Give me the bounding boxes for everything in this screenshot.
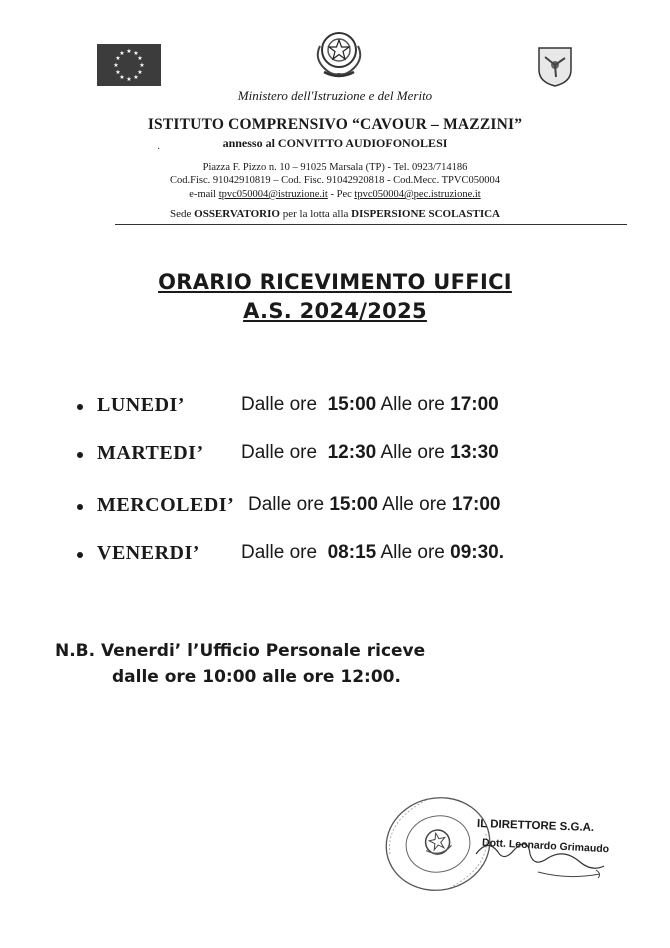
- signature-role: IL DIRETTORE S.G.A.: [476, 817, 595, 835]
- contact-line: [0, 188, 670, 201]
- time-suffix: .: [498, 542, 505, 563]
- time-range: [241, 394, 499, 416]
- ministry-name: Ministero dell'Istruzione e del Merito: [237, 88, 433, 103]
- day-label: LUNEDI’: [97, 394, 185, 416]
- address-line: Piazza F. Pizzo n. 10 – 91025 Marsala (TP) - Tel. 0923/714186: [202, 162, 468, 173]
- to-label: Alle ore: [380, 442, 445, 463]
- svg-text:★: ★: [137, 55, 143, 62]
- day-label: VENERDI’: [97, 542, 200, 564]
- sede-middle: per la lotta alla: [282, 208, 349, 220]
- svg-text:★: ★: [139, 62, 145, 69]
- from-label: Dalle ore: [241, 394, 318, 415]
- svg-text:★: ★: [119, 50, 125, 57]
- signature-name: Dott. Leonardo Grimaudo: [481, 836, 610, 856]
- from-time: 12:30: [327, 442, 377, 463]
- to-time: 17:00: [450, 394, 499, 415]
- to-label: Alle ore: [380, 394, 445, 415]
- sede-prefix: Sede: [170, 208, 192, 220]
- pec-link[interactable]: tpvc050004@pec.istruzione.it: [354, 189, 481, 200]
- from-label: Dalle ore: [241, 542, 318, 563]
- page-title: ORARIO RICEVIMENTO UFFICI: [158, 270, 512, 294]
- bullet-icon: [77, 404, 83, 410]
- note-line-1: N.B. Venerdi’ l’Ufficio Personale riceve: [55, 641, 426, 661]
- svg-text:★: ★: [126, 48, 132, 55]
- school-name: ISTITUTO COMPRENSIVO “CAVOUR – MAZZINI”: [147, 116, 523, 133]
- schedule-row-wednesday: [0, 492, 670, 522]
- sicily-region-emblem-icon: [535, 44, 575, 88]
- svg-text:★: ★: [115, 69, 121, 76]
- svg-text:★: ★: [115, 55, 121, 62]
- from-label: Dalle ore: [248, 494, 325, 515]
- schedule-row-tuesday: [0, 440, 670, 470]
- email-link[interactable]: tpvc050004@istruzione.it: [218, 189, 328, 200]
- to-time: 13:30: [450, 442, 499, 463]
- from-time: 08:15: [327, 542, 377, 563]
- time-range: [248, 494, 500, 516]
- pec-label: - Pec: [330, 189, 352, 200]
- svg-text:★: ★: [133, 50, 139, 57]
- to-time: 17:00: [451, 494, 501, 515]
- schedule-row-friday: [0, 540, 670, 570]
- from-time: 15:00: [327, 394, 377, 415]
- time-range: [241, 542, 504, 564]
- sede-osservatorio: OSSERVATORIO: [194, 208, 280, 220]
- bullet-icon: [77, 552, 83, 558]
- svg-text:★: ★: [126, 76, 132, 83]
- bullet-icon: [77, 504, 83, 510]
- to-time: 09:30: [450, 542, 499, 563]
- day-label: MERCOLEDI’: [97, 494, 235, 516]
- to-label: Alle ore: [382, 494, 447, 515]
- time-range: [241, 442, 499, 464]
- italian-republic-emblem-icon: [310, 22, 368, 84]
- codes-line: Cod.Fisc. 91042910819 – Cod. Fisc. 91042920818 - Cod.Mecc. TPVC050004: [170, 175, 500, 186]
- school-year: A.S. 2024/2025: [243, 299, 427, 323]
- to-label: Alle ore: [380, 542, 445, 563]
- sede-line: [0, 208, 670, 220]
- header-divider: [115, 224, 627, 225]
- svg-text:★: ★: [133, 74, 139, 81]
- schedule-row-monday: [0, 392, 670, 422]
- eu-flag-icon: [97, 44, 161, 86]
- from-label: Dalle ore: [241, 442, 318, 463]
- email-label: e-mail: [189, 189, 217, 200]
- sede-dispersione: DISPERSIONE SCOLASTICA: [351, 208, 500, 220]
- day-label: MARTEDI’: [97, 442, 204, 464]
- svg-text:★: ★: [119, 74, 125, 81]
- bullet-icon: [77, 452, 83, 458]
- svg-text:★: ★: [113, 62, 119, 69]
- from-time: 15:00: [329, 494, 378, 515]
- stray-dot: ·: [157, 144, 161, 155]
- annex-text: annesso al CONVITTO AUDIOFONOLESI: [222, 136, 448, 150]
- svg-text:★: ★: [137, 69, 143, 76]
- note-line-2: dalle ore 10:00 alle ore 12:00.: [112, 667, 401, 687]
